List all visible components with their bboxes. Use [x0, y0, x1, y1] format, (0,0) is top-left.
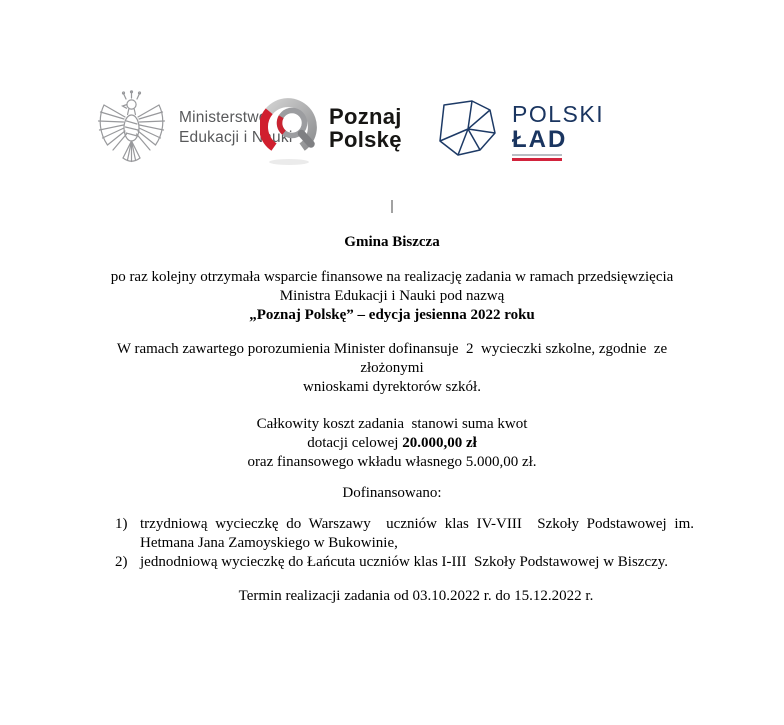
poznaj-logo-line2: Polskę — [329, 127, 402, 152]
magnifier-rings-icon — [260, 92, 322, 175]
ministry-logo-line2: Edukacji i Nauki — [179, 129, 293, 146]
program-edition-title: „Poznaj Polskę” – edycja jesienna 2022 roku — [249, 307, 535, 323]
text-cursor: | — [390, 198, 394, 214]
polski-lad-line2: ŁAD — [512, 126, 568, 153]
cost-line — [90, 434, 694, 453]
announcement-body — [90, 197, 694, 606]
trip-line: Hetmana Jana Zamoyskiego w Bukowinie, — [140, 535, 398, 551]
cost-paragraph — [90, 415, 694, 472]
agreement-paragraph — [90, 340, 694, 397]
poznaj-logo-line1: Poznaj — [329, 104, 402, 129]
trip-line: trzydniową wycieczkę do Warszawy uczniów klas IV-VIII Szkoły Podstawowej im. — [140, 516, 694, 532]
polski-lad-logo — [433, 97, 604, 166]
page-title: Gmina Biszcza — [344, 234, 440, 250]
poznaj-polske-logo — [260, 92, 402, 175]
list-item-number: 2) — [115, 554, 128, 570]
polish-eagle-icon — [95, 90, 168, 173]
list-item — [115, 515, 694, 553]
deadline-text: Termin realizacji zadania od 03.10.2022 r. do 15.12.2022 r. — [238, 588, 594, 604]
ministry-logo-line1: Ministerstwo — [179, 109, 268, 126]
list-item-number: 1) — [115, 516, 128, 532]
cost-grant-prefix: dotacji celowej — [307, 435, 403, 451]
intro-line: Ministra Edukacji i Nauki pod nazwą — [279, 288, 505, 304]
intro-paragraph — [90, 268, 694, 325]
trip-line: jednodniową wycieczkę do Łańcuta uczniów klas I-III Szkoły Podstawowej w Biszczy. — [140, 554, 669, 570]
funded-heading: Dofinansowano: — [342, 485, 442, 501]
list-item — [115, 553, 694, 572]
polski-lad-logo-text — [512, 102, 604, 161]
poznaj-polske-logo-text — [329, 105, 402, 151]
polski-lad-flag-stripes — [512, 154, 562, 161]
cost-line: Całkowity koszt zadania stanowi suma kwot — [256, 416, 528, 432]
intro-line: po raz kolejny otrzymała wsparcie finansowe na realizację zadania w ramach przedsięwzięcia — [110, 269, 674, 285]
list-item-text — [140, 553, 694, 572]
polski-lad-line1: POLSKI — [512, 101, 605, 127]
faceted-polygon-icon — [433, 97, 503, 166]
grant-amount: 20.000,00 zł — [402, 435, 477, 451]
agreement-line: W ramach zawartego porozumienia Minister dofinansuje 2 wycieczki szkolne, zgodnie ze złożonymi — [116, 341, 671, 376]
cost-line: oraz finansowego wkładu własnego 5.000,00 zł. — [247, 454, 537, 470]
funded-trips-list — [115, 515, 694, 572]
agreement-line: wnioskami dyrektorów szkół. — [303, 379, 481, 395]
list-item-text — [140, 515, 694, 553]
